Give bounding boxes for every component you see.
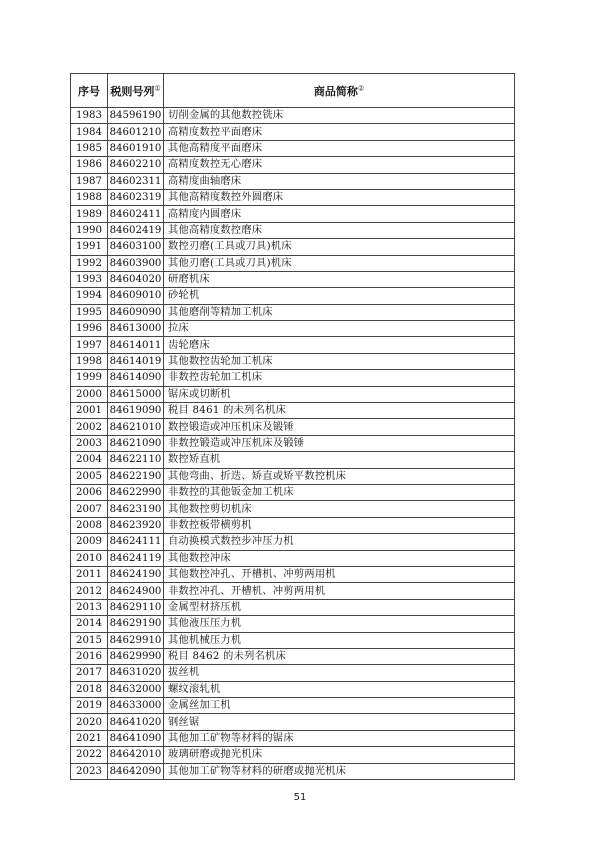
row-seq-cell: 2020 (71, 714, 108, 730)
row-name-cell: 砂轮机 (164, 288, 515, 304)
table-header-row (71, 74, 515, 108)
row-name-cell: 其他高精度数控外圆磨床 (164, 189, 515, 205)
table-row (71, 747, 515, 763)
table-row (71, 501, 515, 517)
row-seq-cell: 2010 (71, 550, 108, 566)
row-name-cell: 研磨机床 (164, 271, 515, 287)
row-name-cell: 其他数控冲孔、开槽机、冲剪两用机 (164, 566, 515, 582)
row-seq-cell: 2005 (71, 468, 108, 484)
row-code-cell: 84614090 (108, 370, 164, 386)
row-name-cell: 非数控板带横剪机 (164, 517, 515, 533)
row-name-cell: 其他弯曲、折迭、矫直或矫平数控机床 (164, 468, 515, 484)
table-row (71, 403, 515, 419)
row-seq-cell: 2019 (71, 698, 108, 714)
row-code-cell: 84613000 (108, 321, 164, 337)
row-code-cell: 84615000 (108, 386, 164, 402)
row-code-cell: 84602311 (108, 173, 164, 189)
table-row (71, 206, 515, 222)
row-code-cell: 84624900 (108, 583, 164, 599)
commodity-table (70, 73, 515, 780)
row-code-cell: 84629190 (108, 616, 164, 632)
row-name-cell: 螺纹滚轧机 (164, 681, 515, 697)
row-seq-cell: 2013 (71, 599, 108, 615)
row-seq-cell: 1988 (71, 189, 108, 205)
row-code-cell: 84603100 (108, 239, 164, 255)
row-code-cell: 84609090 (108, 304, 164, 320)
row-code-cell: 84623190 (108, 501, 164, 517)
table-body (71, 108, 515, 780)
row-code-cell: 84602210 (108, 157, 164, 173)
row-name-cell: 其他数控冲床 (164, 550, 515, 566)
row-seq-cell: 2007 (71, 501, 108, 517)
row-code-cell: 84641020 (108, 714, 164, 730)
row-name-cell: 其他高精度数控磨床 (164, 222, 515, 238)
table-row (71, 222, 515, 238)
table-row (71, 550, 515, 566)
row-name-cell: 高精度内圆磨床 (164, 206, 515, 222)
row-seq-cell: 1987 (71, 173, 108, 189)
row-name-cell: 其他机械压力机 (164, 632, 515, 648)
table-row (71, 468, 515, 484)
row-code-cell: 84601210 (108, 124, 164, 140)
table-row (71, 648, 515, 664)
table-row (71, 157, 515, 173)
row-seq-cell: 1990 (71, 222, 108, 238)
row-code-cell: 84614011 (108, 337, 164, 353)
row-name-cell: 拔丝机 (164, 665, 515, 681)
table-row (71, 484, 515, 500)
row-name-cell: 齿轮磨床 (164, 337, 515, 353)
row-code-cell: 84602419 (108, 222, 164, 238)
footnote-marker: ② (357, 83, 365, 92)
table-row (71, 386, 515, 402)
row-name-cell: 数控矫直机 (164, 452, 515, 468)
row-seq-cell: 1996 (71, 321, 108, 337)
row-seq-cell: 2003 (71, 435, 108, 451)
row-seq-cell: 1986 (71, 157, 108, 173)
row-name-cell: 高精度曲轴磨床 (164, 173, 515, 189)
table-row (71, 763, 515, 779)
row-code-cell: 84624119 (108, 550, 164, 566)
table-row (71, 583, 515, 599)
row-name-cell: 其他液压压力机 (164, 616, 515, 632)
row-seq-cell: 1985 (71, 140, 108, 156)
row-code-cell: 84609010 (108, 288, 164, 304)
row-seq-cell: 2016 (71, 648, 108, 664)
row-name-cell: 金属型材挤压机 (164, 599, 515, 615)
row-seq-cell: 2002 (71, 419, 108, 435)
table-row (71, 452, 515, 468)
row-code-cell: 84602319 (108, 189, 164, 205)
row-name-cell: 其他磨削等精加工机床 (164, 304, 515, 320)
row-name-cell: 数控刃磨(工具或刀具)机床 (164, 239, 515, 255)
table-row (71, 681, 515, 697)
row-code-cell: 84642010 (108, 747, 164, 763)
row-code-cell: 84619090 (108, 403, 164, 419)
row-seq-cell: 2009 (71, 534, 108, 550)
footnote-marker: ① (154, 83, 161, 92)
row-seq-cell: 2004 (71, 452, 108, 468)
table-row (71, 435, 515, 451)
header-seq: 序号 (71, 74, 108, 108)
row-name-cell: 高精度数控平面磨床 (164, 124, 515, 140)
row-seq-cell: 1995 (71, 304, 108, 320)
row-code-cell: 84632000 (108, 681, 164, 697)
table-row (71, 173, 515, 189)
table-row (71, 321, 515, 337)
row-code-cell: 84621090 (108, 435, 164, 451)
table-row (71, 271, 515, 287)
row-code-cell: 84624190 (108, 566, 164, 582)
table-row (71, 632, 515, 648)
table-row (71, 616, 515, 632)
row-seq-cell: 2014 (71, 616, 108, 632)
row-code-cell: 84641090 (108, 730, 164, 746)
row-code-cell: 84621010 (108, 419, 164, 435)
row-seq-cell: 2000 (71, 386, 108, 402)
table-row (71, 353, 515, 369)
row-code-cell: 84629110 (108, 599, 164, 615)
row-name-cell: 自动换模式数控步冲压力机 (164, 534, 515, 550)
row-name-cell: 税目 8462 的未列名机床 (164, 648, 515, 664)
page-number: 51 (293, 792, 307, 803)
row-code-cell: 84604020 (108, 271, 164, 287)
row-code-cell: 84614019 (108, 353, 164, 369)
row-name-cell: 非数控的其他钣金加工机床 (164, 484, 515, 500)
row-seq-cell: 1989 (71, 206, 108, 222)
table-row (71, 239, 515, 255)
row-seq-cell: 1992 (71, 255, 108, 271)
table-row (71, 698, 515, 714)
row-name-cell: 非数控锻造或冲压机床及锻锤 (164, 435, 515, 451)
row-seq-cell: 2021 (71, 730, 108, 746)
row-name-cell: 钢丝锯 (164, 714, 515, 730)
row-seq-cell: 1998 (71, 353, 108, 369)
row-name-cell: 金属丝加工机 (164, 698, 515, 714)
row-name-cell: 玻璃研磨或抛光机床 (164, 747, 515, 763)
row-seq-cell: 1994 (71, 288, 108, 304)
row-seq-cell: 2022 (71, 747, 108, 763)
row-code-cell: 84629910 (108, 632, 164, 648)
row-code-cell: 84623920 (108, 517, 164, 533)
row-code-cell: 84596190 (108, 108, 164, 124)
row-code-cell: 84622990 (108, 484, 164, 500)
row-code-cell: 84601910 (108, 140, 164, 156)
table-row (71, 419, 515, 435)
row-code-cell: 84622110 (108, 452, 164, 468)
row-code-cell: 84633000 (108, 698, 164, 714)
row-name-cell: 其他刃磨(工具或刀具)机床 (164, 255, 515, 271)
table-row (71, 517, 515, 533)
row-seq-cell: 2008 (71, 517, 108, 533)
row-code-cell: 84603900 (108, 255, 164, 271)
table-row (71, 714, 515, 730)
table-row (71, 140, 515, 156)
row-name-cell: 锯床或切断机 (164, 386, 515, 402)
row-name-cell: 非数控齿轮加工机床 (164, 370, 515, 386)
table-row (71, 665, 515, 681)
row-name-cell: 其他加工矿物等材料的研磨或抛光机床 (164, 763, 515, 779)
row-code-cell: 84624111 (108, 534, 164, 550)
table-row (71, 255, 515, 271)
row-seq-cell: 2023 (71, 763, 108, 779)
table-row (71, 599, 515, 615)
table-row (71, 108, 515, 124)
row-name-cell: 数控锻造或冲压机床及锻锤 (164, 419, 515, 435)
row-name-cell: 其他数控齿轮加工机床 (164, 353, 515, 369)
row-seq-cell: 2017 (71, 665, 108, 681)
row-seq-cell: 2001 (71, 403, 108, 419)
row-name-cell: 高精度数控无心磨床 (164, 157, 515, 173)
table-row (71, 189, 515, 205)
row-seq-cell: 2015 (71, 632, 108, 648)
row-code-cell: 84602411 (108, 206, 164, 222)
table-row (71, 534, 515, 550)
table-row (71, 730, 515, 746)
row-name-cell: 其他高精度平面磨床 (164, 140, 515, 156)
row-seq-cell: 1983 (71, 108, 108, 124)
table-row (71, 337, 515, 353)
row-seq-cell: 2011 (71, 566, 108, 582)
row-seq-cell: 2006 (71, 484, 108, 500)
table-row (71, 566, 515, 582)
row-seq-cell: 1997 (71, 337, 108, 353)
row-name-cell: 切削金属的其他数控铣床 (164, 108, 515, 124)
table-row (71, 288, 515, 304)
row-name-cell: 其他加工矿物等材料的锯床 (164, 730, 515, 746)
row-seq-cell: 1999 (71, 370, 108, 386)
row-code-cell: 84642090 (108, 763, 164, 779)
row-name-cell: 拉床 (164, 321, 515, 337)
table-row (71, 370, 515, 386)
row-name-cell: 税目 8461 的未列名机床 (164, 403, 515, 419)
row-seq-cell: 1993 (71, 271, 108, 287)
table-row (71, 304, 515, 320)
row-code-cell: 84622190 (108, 468, 164, 484)
row-code-cell: 84631020 (108, 665, 164, 681)
row-seq-cell: 2018 (71, 681, 108, 697)
row-seq-cell: 1991 (71, 239, 108, 255)
header-code: 税则号列① (108, 74, 164, 108)
table-row (71, 124, 515, 140)
row-code-cell: 84629990 (108, 648, 164, 664)
row-name-cell: 非数控冲孔、开槽机、冲剪两用机 (164, 583, 515, 599)
row-seq-cell: 1984 (71, 124, 108, 140)
row-seq-cell: 2012 (71, 583, 108, 599)
row-name-cell: 其他数控剪切机床 (164, 501, 515, 517)
header-name: 商品简称② (164, 74, 515, 108)
